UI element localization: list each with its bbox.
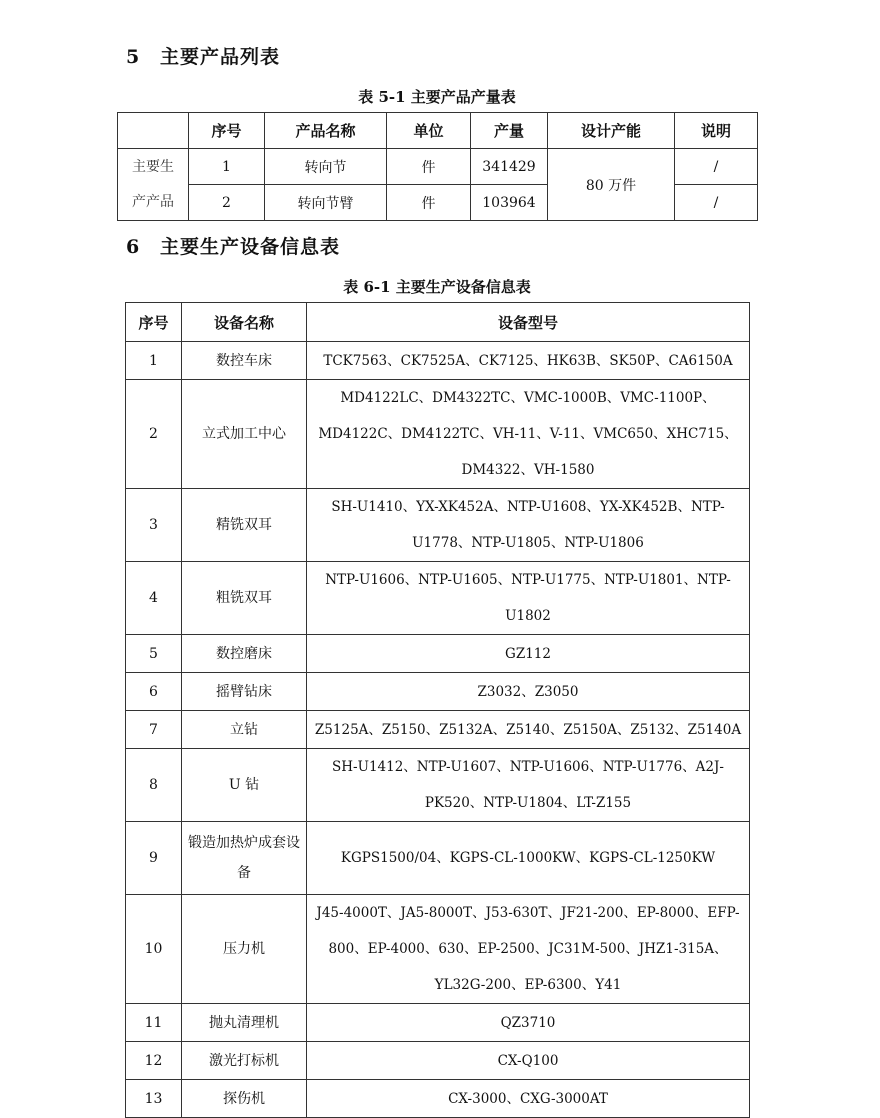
section-5-title: 主要产品列表 (160, 46, 281, 68)
section-5-heading (126, 42, 280, 69)
equipment-name: 立钻 (182, 711, 307, 749)
equipment-model: KGPS1500/04、KGPS-CL-1000KW、KGPS-CL-1250KW (307, 822, 750, 895)
section-6-heading (126, 232, 340, 259)
table-row (126, 749, 750, 822)
row-number: 2 (126, 380, 182, 489)
table-row (126, 489, 750, 562)
header-cell: 产量 (471, 113, 548, 149)
header-cell: 序号 (126, 303, 182, 342)
equipment-model: MD4122LC、DM4322TC、VMC-1000B、VMC-1100P、MD4122C、DM4122TC、VH-11、V-11、VMC650、XHC715、DM4322、VH-1580 (307, 380, 750, 489)
table-header-row (118, 113, 758, 149)
product-name: 转向节臂 (265, 185, 387, 221)
row-number: 2 (189, 185, 265, 221)
row-number: 13 (126, 1080, 182, 1118)
equipment-model: QZ3710 (307, 1004, 750, 1042)
row-number: 7 (126, 711, 182, 749)
table-row (126, 673, 750, 711)
equipment-model: GZ112 (307, 635, 750, 673)
equipment-name: 探伤机 (182, 1080, 307, 1118)
header-cell: 序号 (189, 113, 265, 149)
equipment-model: J45-4000T、JA5-8000T、J53-630T、JF21-200、EP-8000、EFP-800、EP-4000、630、EP-2500、JC31M-500、JHZ1-315A、YL32G-200、EP-6300、Y41 (307, 895, 750, 1004)
group-label-line: 产产品 (132, 193, 174, 210)
output: 103964 (471, 185, 548, 221)
table-row (118, 149, 758, 185)
row-number: 5 (126, 635, 182, 673)
table-row (126, 822, 750, 895)
section-5-number: 5 (126, 46, 141, 68)
product-group-label (118, 149, 189, 221)
row-number: 1 (126, 342, 182, 380)
product-name: 转向节 (265, 149, 387, 185)
equipment-name: 压力机 (182, 895, 307, 1004)
table-row (126, 1080, 750, 1118)
table-row (126, 1042, 750, 1080)
table-row (126, 342, 750, 380)
header-cell: 说明 (675, 113, 758, 149)
equipment-model: SH-U1412、NTP-U1607、NTP-U1606、NTP-U1776、A2J-PK520、NTP-U1804、LT-Z155 (307, 749, 750, 822)
equipment-name: 立式加工中心 (182, 380, 307, 489)
equipment-name: 摇臂钻床 (182, 673, 307, 711)
header-cell: 单位 (387, 113, 471, 149)
table-5-1-caption: 表 5-1 主要产品产量表 (358, 88, 516, 106)
table-row (126, 1004, 750, 1042)
row-number: 9 (126, 822, 182, 895)
equipment-name: 抛丸清理机 (182, 1004, 307, 1042)
row-number: 12 (126, 1042, 182, 1080)
table-row (126, 635, 750, 673)
equipment-name: 数控车床 (182, 342, 307, 380)
table-6-1-caption: 表 6-1 主要生产设备信息表 (343, 278, 531, 296)
table-row (126, 562, 750, 635)
equipment-model: Z5125A、Z5150、Z5132A、Z5140、Z5150A、Z5132、Z5140A (307, 711, 750, 749)
design-capacity: 80 万件 (548, 149, 675, 221)
header-cell: 设备型号 (307, 303, 750, 342)
equipment-model: SH-U1410、YX-XK452A、NTP-U1608、YX-XK452B、NTP-U1778、NTP-U1805、NTP-U1806 (307, 489, 750, 562)
note: / (675, 185, 758, 221)
row-number: 6 (126, 673, 182, 711)
row-number: 4 (126, 562, 182, 635)
row-number: 1 (189, 149, 265, 185)
header-cell: 设计产能 (548, 113, 675, 149)
section-6-title: 主要生产设备信息表 (160, 236, 341, 258)
unit: 件 (387, 185, 471, 221)
unit: 件 (387, 149, 471, 185)
equipment-model: NTP-U1606、NTP-U1605、NTP-U1775、NTP-U1801、NTP-U1802 (307, 562, 750, 635)
table-row (126, 711, 750, 749)
equipment-model: TCK7563、CK7525A、CK7125、HK63B、SK50P、CA6150A (307, 342, 750, 380)
group-label-line: 主要生 (132, 158, 174, 175)
note: / (675, 149, 758, 185)
equipment-name: 粗铣双耳 (182, 562, 307, 635)
header-cell (118, 113, 189, 149)
equipment-name: 锻造加热炉成套设备 (182, 822, 307, 895)
section-6-number: 6 (126, 236, 141, 258)
equipment-name: 精铣双耳 (182, 489, 307, 562)
equipment-name: U 钻 (182, 749, 307, 822)
table-row (126, 895, 750, 1004)
row-number: 10 (126, 895, 182, 1004)
equipment-name: 数控磨床 (182, 635, 307, 673)
equipment-model: CX-3000、CXG-3000AT (307, 1080, 750, 1118)
equipment-model: Z3032、Z3050 (307, 673, 750, 711)
equipment-table (125, 302, 750, 1118)
table-header-row (126, 303, 750, 342)
header-cell: 设备名称 (182, 303, 307, 342)
table-row (126, 380, 750, 489)
row-number: 8 (126, 749, 182, 822)
row-number: 3 (126, 489, 182, 562)
header-cell: 产品名称 (265, 113, 387, 149)
equipment-name: 激光打标机 (182, 1042, 307, 1080)
row-number: 11 (126, 1004, 182, 1042)
output: 341429 (471, 149, 548, 185)
product-output-table (117, 112, 758, 221)
equipment-model: CX-Q100 (307, 1042, 750, 1080)
